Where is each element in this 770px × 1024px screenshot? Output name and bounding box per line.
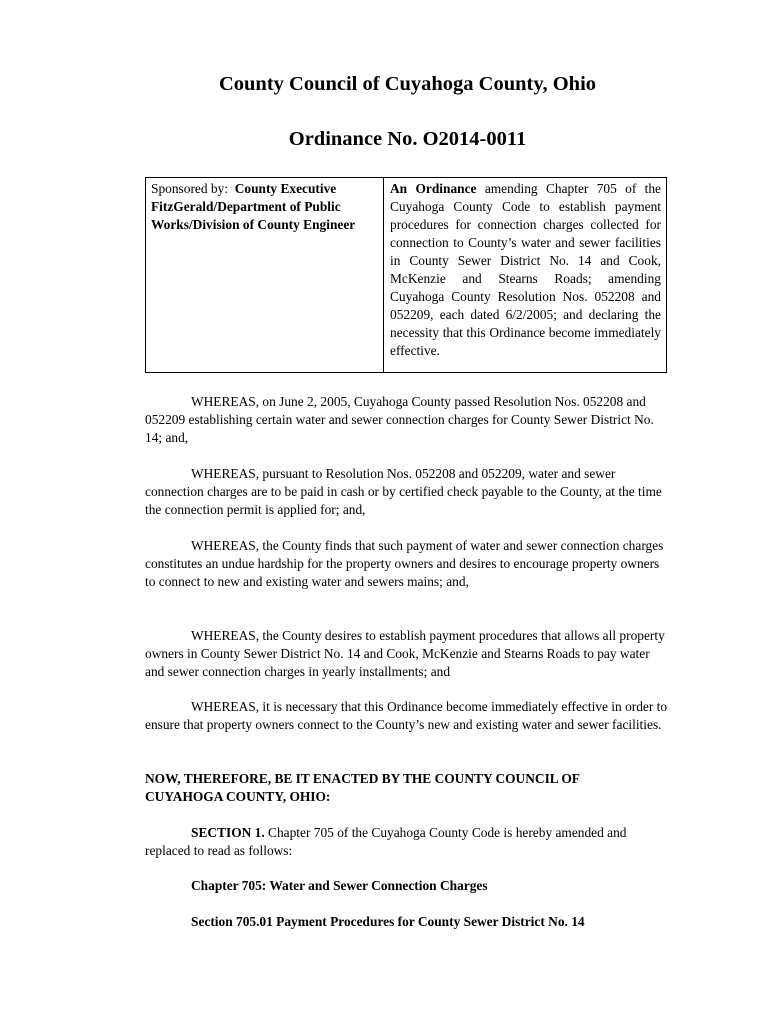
whereas-paragraph: WHEREAS, on June 2, 2005, Cuyahoga County passed Resolution Nos. 052208 and 052209 establishing certain water and sewer connection charges for County Sewer District No. 14; and,	[145, 394, 654, 445]
sponsor-table	[145, 177, 667, 373]
chapter-heading: Chapter 705: Water and Sewer Connection Charges	[191, 878, 488, 893]
section-1-text: Chapter 705 of the Cuyahoga County Code is hereby amended and replaced to read as follows:	[145, 825, 627, 858]
document-title: County Council of Cuyahoga County, Ohio	[218, 73, 597, 95]
sponsor-cell	[151, 180, 377, 234]
whereas-paragraph: WHEREAS, pursuant to Resolution Nos. 052208 and 052209, water and sewer connection charges are to be paid in cash or by certified check payable to the County, at the time the connection permit is applied for; and,	[145, 466, 662, 517]
ordinance-number: Ordinance No. O2014-0011	[288, 128, 527, 150]
sponsor-prefix: Sponsored by:	[151, 181, 228, 196]
section-heading: Section 705.01 Payment Procedures for County Sewer District No. 14	[191, 914, 585, 929]
summary-cell	[390, 180, 661, 360]
summary-text: amending Chapter 705 of the Cuyahoga County Code to establish payment procedures for connection charges collected for connection to County’s water and sewer facilities in County Sewer District No. 14 and Cook, McKenzie and Stearns Roads; amending Cuyahoga County Resolution Nos. 052208 and 052209, each dated 6/2/2005; and declaring the necessity that this Ordinance become immediately effective.	[390, 181, 661, 358]
enactment-clause: NOW, THEREFORE, BE IT ENACTED BY THE COUNTY COUNCIL OF CUYAHOGA COUNTY, OHIO:	[145, 771, 580, 804]
section-1-label: SECTION 1.	[191, 825, 265, 840]
sponsor-names: County Executive FitzGerald/Department of Public Works/Division of County Engineer	[151, 181, 356, 232]
whereas-paragraph: WHEREAS, it is necessary that this Ordinance become immediately effective in order to ensure that property owners connect to the County’s new and existing water and sewer facilities.	[145, 699, 668, 732]
summary-lead: An Ordinance	[390, 181, 477, 196]
section-1-paragraph	[145, 824, 671, 860]
whereas-paragraph: WHEREAS, the County desires to establish payment procedures that allows all property owners in County Sewer District No. 14 and Cook, McKenzie and Stearns Roads to pay water and sewer connection charges in yearly installments; and	[145, 628, 665, 679]
whereas-paragraph: WHEREAS, the County finds that such payment of water and sewer connection charges constitutes an undue hardship for the property owners and desires to encourage property owners to connect to new and existing water and sewers mains; and,	[145, 538, 664, 589]
table-divider	[383, 178, 384, 372]
